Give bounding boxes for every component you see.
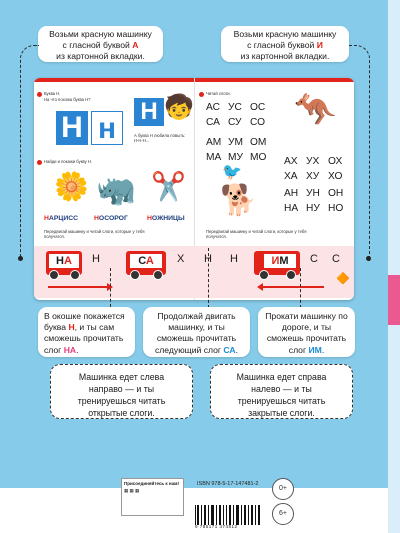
age-badge-secondary: 6+ xyxy=(272,503,294,525)
leader-dot xyxy=(18,256,23,261)
note-take-car-i xyxy=(221,26,349,62)
label-rest: ОЖНИЦЫ xyxy=(151,215,185,222)
card-open-syllables: Машинка едет слева направо — и ты тренируешься читать открытые слоги. xyxy=(50,364,193,419)
wheel-icon xyxy=(259,270,269,280)
label-letter: Н xyxy=(147,215,152,222)
note-text: . xyxy=(321,344,325,355)
read-task: Читай слоги. xyxy=(206,91,231,96)
big-letter-upper: Н xyxy=(56,111,88,145)
window-letter-vowel: А xyxy=(145,255,154,267)
syllable-table-mid xyxy=(206,137,272,167)
syllable: СА xyxy=(206,117,220,128)
note-line: с гласной буквой xyxy=(247,40,317,51)
road-letter: Н xyxy=(230,253,238,265)
leader-line xyxy=(300,268,301,308)
label-rest: ОСОРОГ xyxy=(98,215,128,222)
syllable: АМ xyxy=(206,137,222,148)
letter-question: На что похожа буква Н? xyxy=(44,97,91,102)
social-links-icon: ▦ ▦ ▦ xyxy=(124,488,140,494)
wheel-icon xyxy=(70,270,80,280)
wheel-icon xyxy=(286,270,296,280)
road xyxy=(34,246,354,298)
daffodil-icon: 🌼 xyxy=(54,171,89,202)
window-letter-vowel: А xyxy=(64,255,72,267)
window-letter: С xyxy=(138,255,146,267)
syllable: ХО xyxy=(328,171,343,182)
letter-caption: А буква Н любила повыть: Н-Н-Н... xyxy=(134,133,186,144)
rhino-icon: 🦏 xyxy=(96,171,136,207)
kangaroo-icon: 🦘 xyxy=(294,91,337,129)
letter-title: Буква Н. xyxy=(44,91,61,96)
note-letter: Н xyxy=(68,322,75,333)
road-letter: С xyxy=(332,253,340,265)
note-text: . xyxy=(76,344,79,355)
road-letter: Н xyxy=(204,253,212,265)
road-letter: Н xyxy=(92,253,100,265)
arrow-left-icon xyxy=(262,286,324,288)
label-rest: АРЦИСС xyxy=(48,215,79,222)
syllable: НО xyxy=(328,203,344,214)
car-window-right xyxy=(264,254,296,268)
scissors-icon: ✂️ xyxy=(151,171,186,202)
leader-dot xyxy=(366,256,371,261)
road-letter: С xyxy=(310,253,318,265)
syllable: УС xyxy=(228,102,242,113)
syllable-table-right-bottom xyxy=(284,188,350,218)
bullet-icon xyxy=(199,92,204,97)
note-text: . xyxy=(235,344,239,355)
syllable: АХ xyxy=(284,156,298,167)
syllable: МА xyxy=(206,152,222,163)
note-text: , и ты сам сможешь прочитать слог xyxy=(44,322,124,355)
note-syllable: СА xyxy=(223,344,236,355)
cone-icon: 🔶 xyxy=(336,273,350,285)
dog-icon: 🐕 xyxy=(220,184,258,217)
note-next-sa xyxy=(143,307,250,357)
car-window-middle xyxy=(130,254,162,268)
note-line: с гласной буквой xyxy=(62,40,133,51)
syllable: МО xyxy=(250,152,267,163)
right-edge-strip xyxy=(388,0,400,533)
note-text: В окошке покажется буква xyxy=(44,311,125,333)
label-letter: Н xyxy=(94,215,99,222)
arrow-right-icon xyxy=(48,286,108,288)
note-vowel-a: А xyxy=(132,40,139,51)
car-window-left xyxy=(49,254,79,268)
window-letter: Н xyxy=(56,255,64,267)
syllable: СО xyxy=(250,117,266,128)
right-edge-marker xyxy=(388,275,400,325)
window-letter: М xyxy=(279,255,289,267)
window-letter-vowel: И xyxy=(271,255,280,267)
note-road-im xyxy=(258,307,355,357)
social-qr-block xyxy=(121,478,184,516)
syllable: НУ xyxy=(306,203,320,214)
note-text: Прокати машинку по дороге, и ты сможешь прочитать слог xyxy=(265,311,348,355)
syllable: МУ xyxy=(228,152,243,163)
syllable: НА xyxy=(284,203,299,214)
isbn: ISBN 978-5-17-147481-2 xyxy=(197,481,259,487)
note-syllable: ИМ xyxy=(308,344,322,355)
road-task-left: Передвигай машинку и читай слоги, которые у тебя получатся. xyxy=(44,229,145,240)
note-window-na xyxy=(38,307,135,357)
syllable: ХУ xyxy=(306,171,320,182)
picture-label xyxy=(147,215,185,222)
syllable: АН xyxy=(284,188,299,199)
syllable: УХ xyxy=(306,156,320,167)
note-vowel-i: И xyxy=(316,40,323,51)
wheel-icon xyxy=(49,270,59,280)
wheel-icon xyxy=(153,270,163,280)
syllable: УН xyxy=(306,188,320,199)
picture-label xyxy=(44,215,78,222)
label-letter: Н xyxy=(44,215,49,222)
syllable: АС xyxy=(206,102,220,113)
barcode-number: 9 785171 474812 xyxy=(195,524,238,529)
picture-label xyxy=(94,215,128,222)
note-text: Продолжай двигать машинку, и ты сможешь прочитать следующий слог xyxy=(154,311,237,355)
child-figure-icon: 🧒 xyxy=(164,94,194,121)
syllable: ОХ xyxy=(328,156,343,167)
book-spread xyxy=(34,78,354,300)
road-letter: Х xyxy=(177,253,185,265)
mini-letter: Н xyxy=(134,98,164,126)
leader-line xyxy=(208,248,209,308)
syllable: ОН xyxy=(328,188,344,199)
note-line: из картонной вкладки. xyxy=(56,51,145,62)
syllable: ОМ xyxy=(250,137,267,148)
age-badge: 0+ xyxy=(272,478,294,500)
find-task: Найди и покажи букву Н. xyxy=(44,159,93,164)
syllable-table-top xyxy=(206,102,272,132)
bullet-icon xyxy=(37,160,42,165)
leader-line xyxy=(110,268,111,312)
note-line: Возьми красную машинку xyxy=(49,29,152,39)
note-take-car-a xyxy=(38,26,163,62)
syllable: ОС xyxy=(250,102,266,113)
wheel-icon xyxy=(130,270,140,280)
syllable: СУ xyxy=(228,117,242,128)
note-syllable: НА xyxy=(63,344,77,355)
syllable-table-right-top xyxy=(284,156,350,186)
note-line: из картонной вкладки. xyxy=(240,51,330,62)
bullet-icon xyxy=(37,92,42,97)
road-task-right: Передвигай машинку и читай слоги, которые у тебя получатся. xyxy=(206,229,307,240)
qr-title: Присоединяйтесь к нам! xyxy=(124,481,179,486)
card-closed-syllables: Машинка едет справа налево — и ты тренируешься читать закрытые слоги. xyxy=(210,364,353,419)
bird-icon: 🐦 xyxy=(222,164,242,181)
syllable: УМ xyxy=(228,137,243,148)
big-letter-lower: н xyxy=(91,111,123,145)
note-line: Возьми красную машинку xyxy=(233,29,337,39)
syllable: ХА xyxy=(284,171,298,182)
